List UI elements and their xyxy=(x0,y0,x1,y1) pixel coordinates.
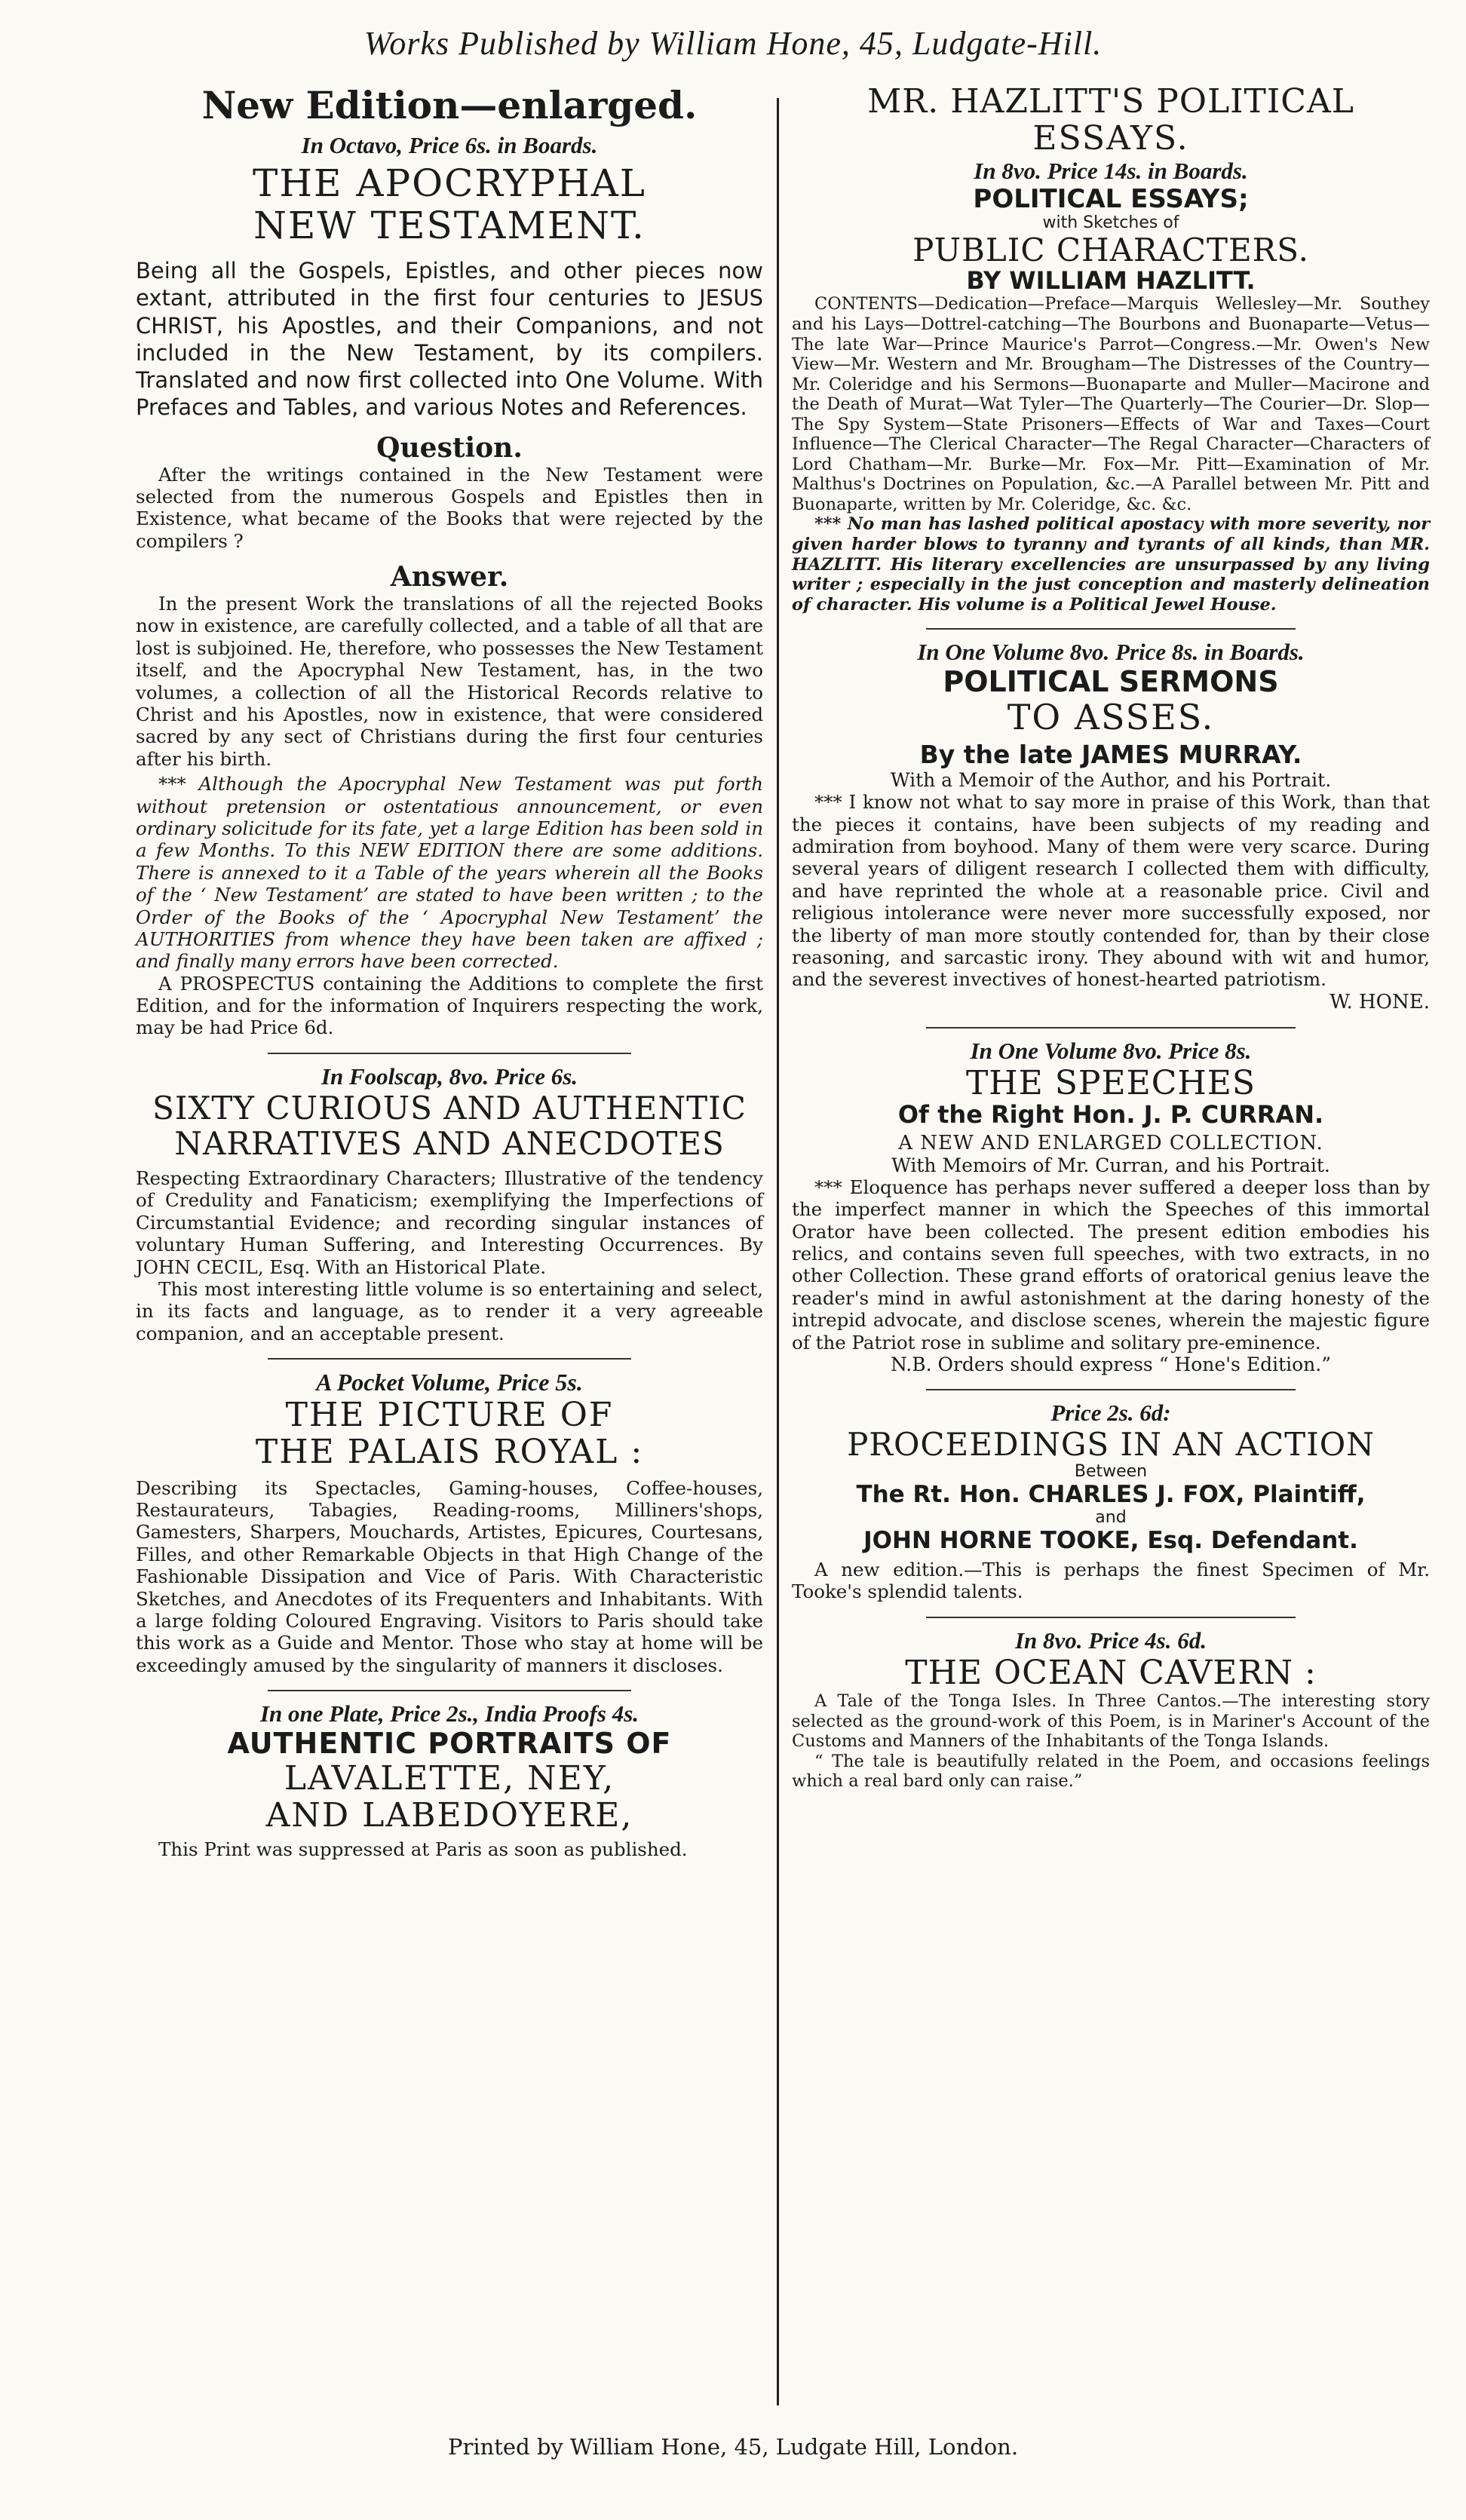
curran-nb: N.B. Orders should express “ Hone's Edition.” xyxy=(890,1353,1332,1375)
sermons-advert xyxy=(792,639,1430,1013)
hazlitt-contents: CONTENTS—Dedication—Preface—Marquis Wellesley—Mr. Southey and his Lays—Dottrel-catching—The Bourbons and Buonaparte—Vetus—The late War—Prince Maurice's Parrot—Congress.—Mr. Owen's New View—Mr. Western and Mr. Brougham—The Distresses of the Country—Mr. Coleridge and his Sermons—Buonaparte and Muller—Macirone and the Death of Murat—Wat Tyler—The Quarterly—The Courier—Dr. Slop—The Spy System—State Prisoners—Effects of War and Taxes—Court Influence—The Clerical Character—The Regal Character—Characters of Lord Chatham—Mr. Burke—Mr. Fox—Mr. Pitt—Examination of Mr. Malthus's Doctrines on Population, &c.—A Parallel between Mr. Pitt and Buonaparte, written by Mr. Coleridge, &c. &c. xyxy=(792,294,1430,514)
apocryphal-title-2: NEW TESTAMENT. xyxy=(253,204,646,247)
ocean-description: A Tale of the Tonga Isles. In Three Cantos.—The interesting story selected as the ground-work of this Poem, is in Mariner's Account of the Customs and Manners of the Inhabitants of the Tonga Islands. xyxy=(792,1691,1430,1752)
hazlitt-with: with Sketches of xyxy=(1042,213,1179,232)
sixty-price: In Foolscap, 8vo. Price 6s. xyxy=(320,1062,578,1090)
sermons-with: With a Memoir of the Author, and his Portrait. xyxy=(890,769,1332,792)
fox-between: Between xyxy=(1074,1462,1148,1481)
sermons-price: In One Volume 8vo. Price 8s. in Boards. xyxy=(917,639,1305,666)
answer-text: In the present Work the translations of all the rejected Books now in existence, are carefully collected, and a table of all that are lost is subjoined. He, therefore, who possesses the New Testament itself, and the Apocryphal New Testament, has, in the two volumes, a collection of all the Historical Records relative to Christ and his Apostles, now in existence, that were considered sacred by any sect of Christians during the first four centuries after his birth. xyxy=(136,593,763,770)
sixty-narratives-advert xyxy=(136,1063,763,1344)
curran-with: With Memoirs of Mr. Curran, and his Portrait. xyxy=(891,1154,1330,1176)
sixty-title-1: SIXTY CURIOUS AND AUTHENTIC xyxy=(152,1089,747,1127)
new-edition-banner: New Edition—enlarged. xyxy=(201,83,698,127)
portraits-advert xyxy=(136,1700,763,1860)
separator xyxy=(926,628,1296,630)
hazlitt-advert xyxy=(792,83,1430,615)
prospectus-text: A PROSPECTUS containing the Additions to complete the first Edition, and for the information of Inquirers respecting the work, may be had Price 6d. xyxy=(136,972,763,1039)
ocean-cavern-advert xyxy=(792,1627,1430,1792)
separator xyxy=(268,1053,632,1054)
apocryphal-price: In Octavo, Price 6s. in Boards. xyxy=(301,132,598,158)
left-column xyxy=(136,83,763,1861)
portraits-description: This Print was suppressed at Paris as soon as published. xyxy=(158,1838,688,1861)
curran-advert xyxy=(792,1038,1430,1375)
hazlitt-subtitle: POLITICAL ESSAYS; xyxy=(973,183,1249,214)
fox-price: Price 2s. 6d: xyxy=(1050,1399,1171,1426)
separator xyxy=(268,1358,632,1360)
question-text: After the writings contained in the New Testament were selected from the numerous Gospels and Epistles then in Existence, what became of the Books that were rejected by the compilers ? xyxy=(136,463,763,552)
hazlitt-author: BY WILLIAM HAZLITT. xyxy=(966,265,1256,295)
apocryphal-title-1: THE APOCRYPHAL xyxy=(252,161,647,205)
hazlitt-title-1: MR. HAZLITT'S POLITICAL xyxy=(867,82,1354,121)
sermons-author: By the late JAMES MURRAY. xyxy=(919,740,1302,770)
fox-tooke-advert xyxy=(792,1399,1430,1603)
hazlitt-title-2: ESSAYS. xyxy=(1032,119,1189,158)
fox-plaintiff: The Rt. Hon. CHARLES J. FOX, Plaintiff, xyxy=(856,1481,1366,1508)
portraits-title-2: LAVALETTE, NEY, xyxy=(284,1758,615,1798)
right-column xyxy=(792,83,1430,1792)
hazlitt-subtitle-2: PUBLIC CHARACTERS. xyxy=(912,231,1309,268)
separator xyxy=(268,1690,632,1691)
sixty-description: Respecting Extraordinary Characters; Illustrative of the tendency of Credulity and Fanaticism; exemplifying the Imperfections of Circumstantial Evidence; and recording singular instances of voluntary Human Suffering, and Interesting Occurrences. By JOHN CECIL, Esq. With an Historical Plate. xyxy=(136,1166,763,1278)
curran-note: *** Eloquence has perhaps never suffered a deeper loss than by the imperfect manner in which the Speeches of this immortal Orator have been collected. The present edition embodies his relics, and contains seven full speeches, with two extracts, in no other Collection. These grand efforts of oratorical genius leave the reader's mind in awful astonishment at the daring honesty of the intrepid advocate, and disclose scenes, wherein the majestic figure of the Patriot rose in sublime and solitary pre-eminence. xyxy=(792,1176,1430,1354)
apocryphal-note: *** Although the Apocryphal New Testament was put forth without pretension or ostentatious announcement, or even ordinary solicitude for its fate, yet a large Edition has been sold in a few Months. To this NEW EDITION there are some additions. There is annexed to it a Table of the years wherein all the Books of the ‘ New Testament’ are stated to have been written ; to the Order of the Books of the ‘ Apocryphal New Testament’ the AUTHORITIES from whence they have been taken are affixed ; and finally many errors have been corrected. xyxy=(136,773,763,973)
portraits-title-1: AUTHENTIC PORTRAITS OF xyxy=(227,1727,672,1761)
palais-description: Describing its Spectacles, Gaming-houses, Coffee-houses, Restaurateurs, Tabagies, Reading-rooms, Milliners'shops, Gamesters, Sharpers, Mouchards, Artistes, Epicures, Courtesans, Filles, and other Remarkable Objects in that High Change of the Fashionable Dissipation and Vice of Paris. With Characteristic Sketches, and Anecdotes of its Frequenters and Inhabitants. With a large folding Coloured Engraving. Visitors to Paris should take this work as a Guide and Mentor. Those who stay at home will be exceedingly amused by the singularity of manners it discloses. xyxy=(136,1476,763,1676)
answer-heading: Answer. xyxy=(390,561,509,593)
running-head: Works Published by William Hone, 45, Ludgate-Hill. xyxy=(363,25,1103,62)
ocean-price: In 8vo. Price 4s. 6d. xyxy=(1014,1626,1207,1654)
sermons-note: *** I know not what to say more in praise of this Work, than that the pieces it contains, have been subjects of my reading and admiration from boyhood. Many of them were very scarce. During several years of diligent research I collected them with difficulty, and have reprinted the whole at a reasonable price. Civil and religious intolerance were never more successfully exposed, nor the liberty of man more stoutly contended for, than by their close reasoning, and sarcastic irony. They abound with wit and humor, and the severest invectives of honest-hearted patriotism. xyxy=(792,791,1430,991)
ocean-quote: “ The tale is beautifully related in the Poem, and occasions feelings which a real bard only can raise.” xyxy=(792,1751,1430,1792)
hazlitt-note: *** No man has lashed political apostacy with more severity, nor given harder blows to tyranny and tyrants of all kinds, than MR. HAZLITT. His literary excellencies are unsurpassed by any living writer ; especially in the just conception and masterly delineation of character. His volume is a Political Jewel House. xyxy=(792,514,1430,615)
curran-price: In One Volume 8vo. Price 8s. xyxy=(970,1037,1252,1064)
curran-title-2: Of the Right Hon. J. P. CURRAN. xyxy=(897,1100,1324,1130)
printer-footer: Printed by William Hone, 45, Ludgate Hill, London. xyxy=(447,2434,1019,2460)
palais-title-1: THE PICTURE OF xyxy=(285,1396,614,1435)
fox-note: A new edition.—This is perhaps the finest Specimen of Mr. Tooke's splendid talents. xyxy=(792,1559,1430,1603)
sixty-note: This most interesting little volume is so entertaining and select, in its facts and language, as to render it a very agreeable companion, and an acceptable present. xyxy=(136,1277,763,1344)
portraits-price: In one Plate, Price 2s., India Proofs 4s. xyxy=(259,1700,639,1728)
apocryphal-description: Being all the Gospels, Epistles, and other pieces now extant, attributed in the first four centuries to JESUS CHRIST, his Apostles, and their Companions, and not included in the New Testament, by its compilers. Translated and now first collected into One Volume. With Prefaces and Tables, and various Notes and References. xyxy=(136,258,763,421)
fox-and: and xyxy=(1095,1508,1127,1527)
sixty-title-2: NARRATIVES AND ANECDOTES xyxy=(174,1124,725,1162)
ocean-title: THE OCEAN CAVERN : xyxy=(905,1653,1317,1692)
separator xyxy=(926,1617,1296,1618)
sermons-signature: W. HONE. xyxy=(1330,990,1430,1013)
curran-title-1: THE SPEECHES xyxy=(965,1063,1256,1102)
separator xyxy=(926,1027,1296,1029)
curran-subtitle: A NEW AND ENLARGED COLLECTION. xyxy=(898,1131,1323,1154)
palais-royal-advert xyxy=(136,1369,763,1676)
portraits-title-3: AND LABEDOYERE, xyxy=(265,1795,633,1835)
separator xyxy=(926,1389,1296,1390)
question-heading: Question. xyxy=(376,431,523,464)
palais-title-2: THE PALAIS ROYAL : xyxy=(255,1433,644,1472)
fox-defendant: JOHN HORNE TOOKE, Esq. Defendant. xyxy=(863,1527,1358,1554)
sermons-title-1: POLITICAL SERMONS xyxy=(943,665,1279,699)
apocryphal-advert xyxy=(136,83,763,1039)
fox-title: PROCEEDINGS IN AN ACTION xyxy=(847,1425,1375,1463)
sermons-title-2: TO ASSES. xyxy=(1007,696,1215,737)
column-divider xyxy=(777,98,779,2405)
hazlitt-price: In 8vo. Price 14s. in Boards. xyxy=(974,157,1248,184)
palais-price: A Pocket Volume, Price 5s. xyxy=(316,1369,583,1396)
